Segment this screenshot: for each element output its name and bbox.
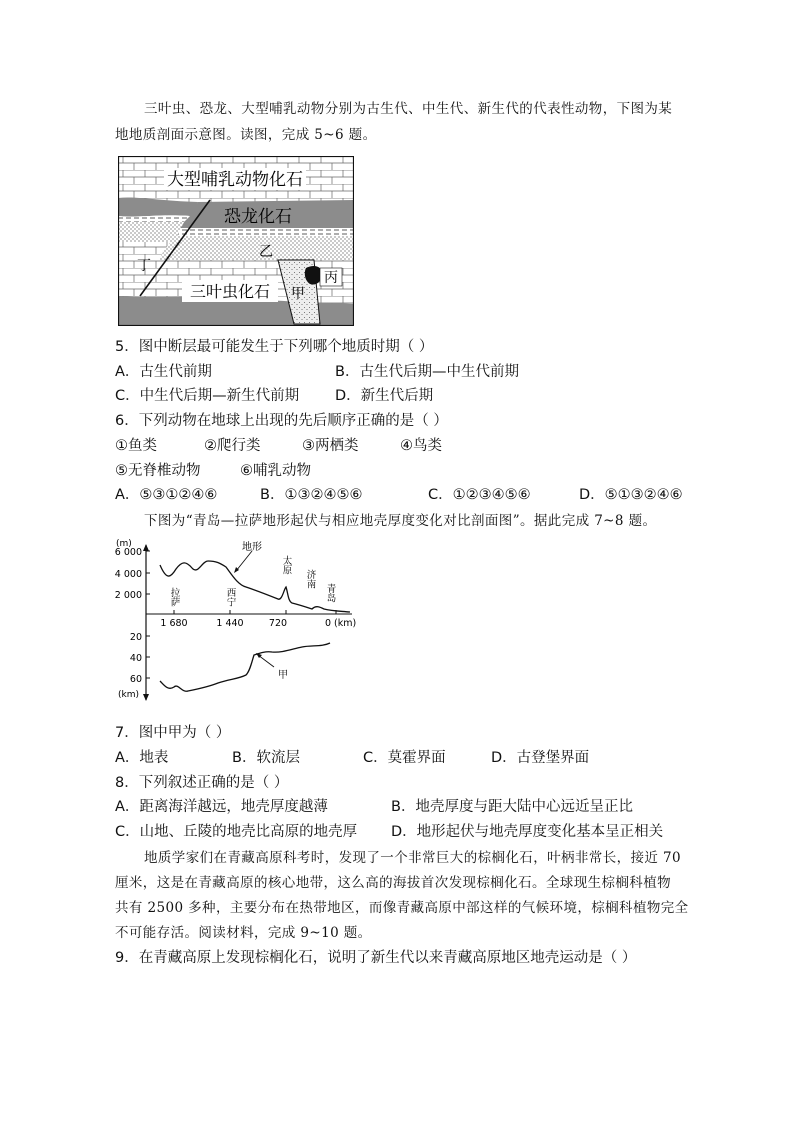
label-trilobite-fossil: 三叶虫化石 — [189, 282, 271, 301]
city-qingdao: 青岛 — [324, 583, 336, 603]
q6-item-2: ②爬行类 — [204, 438, 261, 454]
q5-option-d[interactable]: D．新生代后期 — [335, 388, 434, 404]
intro3-line2: 厘米，这是在青藏高原的核心地带，这么高的海拔首次发现棕榈化石。全球现生棕榈科植物 — [115, 875, 671, 891]
q8-option-b[interactable]: B．地壳厚度与距大陆中心远近呈正比 — [391, 799, 633, 815]
city-taiyuan: 太原 — [280, 555, 292, 575]
xtick-1440: 1 440 — [216, 618, 244, 629]
ytick-20: 20 — [129, 632, 142, 643]
intro3-line4: 不可能存活。阅读材料，完成 9~10 题。 — [115, 925, 372, 941]
q7-option-c[interactable]: C．莫霍界面 — [363, 750, 446, 766]
city-lhasa: 拉萨 — [168, 587, 180, 607]
x-unit: (km) — [334, 618, 357, 629]
q8-option-d[interactable]: D．地形起伏与地壳厚度变化基本呈正相关 — [391, 824, 664, 840]
label-yi: 乙 — [259, 244, 273, 260]
q7-option-d[interactable]: D．古登堡界面 — [491, 750, 590, 766]
label-dinosaur-fossil: 恐龙化石 — [224, 207, 292, 227]
q6-option-a[interactable]: A．⑤③①②④⑥ — [115, 487, 218, 503]
intro1-line2: 地地质剖面示意图。读图，完成 5~6 题。 — [115, 127, 377, 143]
q6-item-1: ①鱼类 — [115, 438, 157, 454]
q6-option-c[interactable]: C．①②③④⑤⑥ — [428, 487, 531, 503]
ytick-6000: 6 000 — [114, 547, 142, 558]
intro3-line1: 地质学家们在青藏高原科考时，发现了一个非常巨大的棕榈化石，叶柄非常长，接近 70 — [144, 850, 681, 866]
q6-item-3: ③两栖类 — [302, 438, 359, 454]
crust-jia-label: 甲 — [278, 670, 288, 681]
q8-option-c[interactable]: C．山地、丘陵的地壳比高原的地壳厚 — [115, 824, 358, 840]
xtick-720: 720 — [268, 618, 288, 629]
y-unit-bottom: (km) — [118, 690, 140, 700]
xtick-1680: 1 680 — [160, 618, 188, 629]
intro3-line3: 共有 2500 多种，主要分布在热带地区，而像青藏高原中部这样的气候环境，棕榈科植物完全 — [115, 900, 689, 916]
label-jia: 甲 — [291, 286, 305, 302]
q6-stem: 6．下列动物在地球上出现的先后顺序正确的是（ ） — [115, 413, 448, 429]
q5-stem: 5．图中断层最可能发生于下列哪个地质时期（ ） — [115, 339, 434, 355]
q6-option-d[interactable]: D．⑤①③②④⑥ — [579, 487, 683, 503]
label-ding: 丁 — [137, 258, 151, 274]
label-mammal-fossil: 大型哺乳动物化石 — [167, 170, 303, 190]
q7-option-a[interactable]: A．地表 — [115, 750, 169, 766]
q5-option-a[interactable]: A．古生代前期 — [115, 364, 212, 380]
q7-stem: 7．图中甲为（ ） — [115, 725, 231, 741]
q6-item-4: ④鸟类 — [400, 438, 442, 454]
q5-option-b[interactable]: B．古生代后期—中生代前期 — [335, 364, 519, 380]
terrain-crust-profile-figure — [112, 535, 362, 703]
q6-item-5: ⑤无脊椎动物 — [115, 463, 201, 479]
y-unit-top: (m) — [116, 539, 132, 549]
intro1-line1: 三叶虫、恐龙、大型哺乳动物分别为古生代、中生代、新生代的代表性动物，下图为某 — [144, 101, 673, 117]
q5-option-c[interactable]: C．中生代后期—新生代前期 — [115, 388, 300, 404]
ytick-60: 60 — [129, 674, 142, 685]
ytick-4000: 4 000 — [114, 569, 142, 580]
q6-option-b[interactable]: B．①③②④⑤⑥ — [260, 487, 363, 503]
geologic-section-figure — [118, 156, 354, 326]
q7-option-b[interactable]: B．软流层 — [232, 750, 300, 766]
label-bing: 丙 — [324, 270, 338, 286]
intro2-line1: 下图为“青岛—拉萨地形起伏与相应地壳厚度变化对比剖面图”。据此完成 7~8 题。 — [144, 513, 657, 529]
q8-stem: 8．下列叙述正确的是（ ） — [115, 775, 289, 791]
q8-option-a[interactable]: A．距离海洋越远，地壳厚度越薄 — [115, 799, 328, 815]
q9-stem: 9．在青藏高原上发现棕榈化石，说明了新生代以来青藏高原地区地壳运动是（ ） — [115, 950, 637, 966]
xtick-0: 0 — [324, 618, 332, 629]
ytick-40: 40 — [129, 653, 142, 664]
terrain-label: 地形 — [242, 542, 262, 553]
q6-item-6: ⑥哺乳动物 — [240, 463, 311, 479]
city-xining: 西宁 — [224, 587, 236, 607]
city-jinan: 济南 — [304, 569, 316, 589]
ytick-2000: 2 000 — [114, 590, 142, 601]
